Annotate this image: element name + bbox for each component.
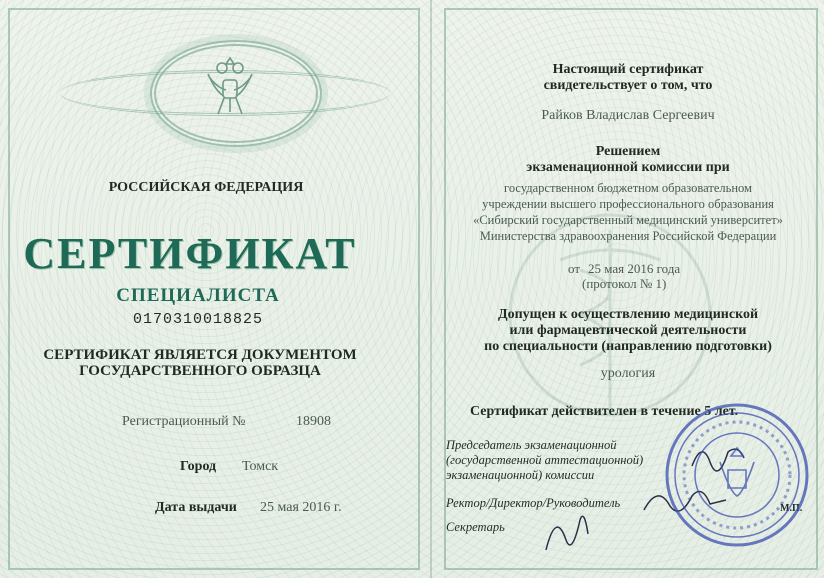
country-name: РОССИЙСКАЯ ФЕДЕРАЦИЯ <box>108 180 304 195</box>
intro-line2: свидетельствует о том, что <box>543 78 713 93</box>
chair-label-line2: (государственной аттестационной) <box>446 453 644 467</box>
registration-label: Регистрационный № <box>122 414 246 429</box>
institution-line3: «Сибирский государственный медицинский университет» <box>473 213 783 227</box>
certificate-number: 0170310018825 <box>132 311 264 328</box>
secretary-label: Секретарь <box>446 520 505 534</box>
round-seal-stamp-icon <box>662 400 812 550</box>
holder-name: Райков Владислав Сергеевич <box>541 108 715 123</box>
intro-line1: Настоящий сертификат <box>552 62 704 77</box>
admission-line1: Допущен к осуществлению медицинской <box>497 307 759 322</box>
decision-line1: Решением <box>595 144 661 159</box>
protocol-number: (протокол № 1) <box>582 276 667 291</box>
institution-line4: Министерства здравоохранения Российской Федерации <box>479 229 777 243</box>
page-fold <box>430 0 432 578</box>
eagle-emblem-icon <box>200 52 260 122</box>
document-statement-line2: ГОСУДАРСТВЕННОГО ОБРАЗЦА <box>79 363 321 379</box>
decision-date-prefix: от <box>568 261 581 276</box>
document-statement-line1: СЕРТИФИКАТ ЯВЛЯЕТСЯ ДОКУМЕНТОМ <box>43 347 357 363</box>
city-label: Город <box>180 459 217 474</box>
chair-label-line1: Председатель экзаменационной <box>446 438 617 452</box>
institution-line1: государственном бюджетном образовательном <box>504 181 752 195</box>
certificate-title: СЕРТИФИКАТ <box>23 229 357 278</box>
chair-label-line3: экзаменационной) комиссии <box>446 468 595 482</box>
city-value: Томск <box>242 459 279 474</box>
signature-icon <box>536 500 596 560</box>
issue-date-value: 25 мая 2016 г. <box>260 500 342 515</box>
admission-line2: или фармацевтической деятельности <box>509 323 747 338</box>
admission-line3: по специальности (направлению подготовки) <box>484 339 772 354</box>
validity-statement: Сертификат действителен в течение 5 лет. <box>470 404 739 419</box>
decision-line2: экзаменационной комиссии при <box>526 160 730 175</box>
issue-date-label: Дата выдачи <box>155 500 237 515</box>
seal-place-label: М.П. <box>780 503 803 514</box>
registration-value: 18908 <box>296 414 331 429</box>
certificate-subtitle: СПЕЦИАЛИСТА <box>116 285 280 306</box>
institution-line2: учреждении высшего профессионального образования <box>482 197 774 211</box>
specialty-value: урология <box>600 366 656 381</box>
rector-label: Ректор/Директор/Руководитель <box>446 496 621 510</box>
decision-date-value: 25 мая 2016 года <box>588 261 681 276</box>
